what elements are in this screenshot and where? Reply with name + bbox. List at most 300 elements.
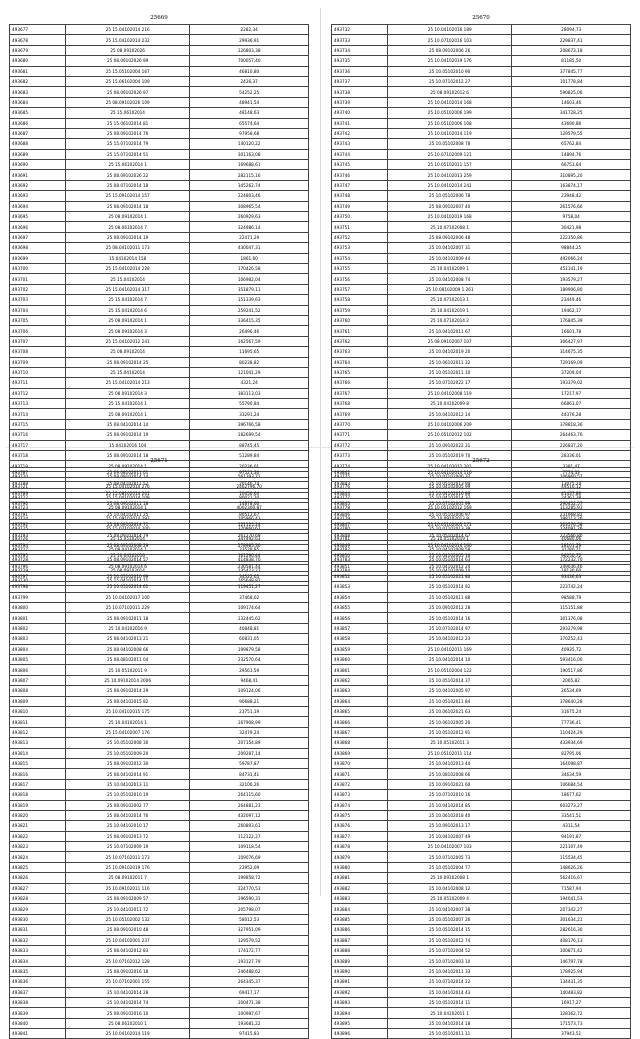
amount-cell: 4002300,87	[190, 502, 309, 512]
row-id-cell: 493767	[332, 388, 388, 398]
amount-cell: 84731,41	[190, 769, 309, 779]
amount-cell: 19130,60	[512, 565, 631, 575]
reference-cell: 25 08.04102011 173	[66, 243, 190, 253]
table-row	[10, 790, 309, 800]
reference-cell: 25 08.09102014 18	[66, 201, 190, 211]
table-row	[332, 790, 631, 800]
reference-cell: 25 10.04102013 44	[388, 758, 512, 768]
reference-cell: 25 15.05102004 167	[66, 66, 190, 76]
amount-cell: 124091,26	[512, 523, 631, 533]
row-id-cell: 493781	[332, 534, 388, 544]
amount-cell: 151339,63	[190, 295, 309, 305]
row-id-cell: 493762	[332, 336, 388, 346]
table-row	[332, 295, 631, 305]
reference-cell: 25 10.09102008 1	[388, 873, 512, 883]
row-id-cell: 493687	[10, 128, 66, 138]
table-row	[332, 696, 631, 706]
reference-cell: 25 10.04102009 58	[388, 544, 512, 554]
row-id-cell: 493797	[10, 571, 66, 581]
row-id-cell: 493812	[10, 727, 66, 737]
amount-cell: 345262,74	[190, 180, 309, 190]
row-id-cell: 493745	[332, 160, 388, 170]
table-row	[332, 842, 631, 852]
amount-cell: 370860,67	[190, 523, 309, 533]
reference-cell: 25 10.05102005 171	[388, 519, 512, 529]
amount-cell: 729169,09	[512, 357, 631, 367]
table-row	[10, 357, 309, 367]
reference-cell: 25 08.09102014 1	[66, 502, 190, 512]
row-id-cell: 493704	[10, 305, 66, 315]
row-id-cell: 493708	[10, 347, 66, 357]
row-id-cell: 493842	[332, 468, 388, 478]
row-id-cell: 493684	[10, 97, 66, 107]
reference-cell: 25 10.05102010 90	[388, 66, 512, 76]
amount-cell: 134431,35	[512, 977, 631, 987]
row-id-cell: 493879	[332, 852, 388, 862]
reference-cell: 25 10.04102016 89	[388, 488, 512, 498]
row-id-cell: 493862	[332, 675, 388, 685]
reference-cell: 25 10.04102016 189	[388, 25, 512, 35]
reference-cell: 25 10.04102007 38	[388, 904, 512, 914]
row-id-cell: 493721	[10, 482, 66, 492]
row-id-cell: 493893	[332, 997, 388, 1007]
reference-cell: 25 10.09102013 17	[388, 821, 512, 831]
table-row	[332, 378, 631, 388]
reference-cell: 25 10.05102008 30	[66, 738, 190, 748]
row-id-cell: 493895	[332, 1018, 388, 1028]
amount-cell: 34522,65	[190, 571, 309, 581]
row-id-cell: 493729	[10, 565, 66, 575]
table-row	[332, 180, 631, 190]
reference-cell: 25 08.08102011 04	[66, 655, 190, 665]
row-id-cell: 493819	[10, 800, 66, 810]
reference-cell: 25 10.04102019 176	[388, 56, 512, 66]
amount-cell: 106960,57	[512, 471, 631, 481]
amount-cell: 310895,20	[512, 170, 631, 180]
row-id-cell: 493855	[332, 603, 388, 613]
table-row	[10, 440, 309, 450]
table-row	[332, 987, 631, 997]
row-id-cell: 493858	[332, 634, 388, 644]
reference-cell: 25 10.04102016 9	[66, 623, 190, 633]
reference-cell: 25 10.04102011 33	[388, 966, 512, 976]
row-id-cell: 493854	[332, 592, 388, 602]
reference-cell: 25 08.04102015 82	[66, 696, 190, 706]
table-row	[10, 1029, 309, 1039]
row-id-cell: 493746	[332, 170, 388, 180]
table-row	[332, 925, 631, 935]
table-row	[10, 530, 309, 540]
amount-cell: 19462,17	[512, 305, 631, 315]
amount-cell: 174172,77	[190, 945, 309, 955]
amount-cell: 100987,67	[190, 1008, 309, 1018]
row-id-cell: 493782	[332, 544, 388, 554]
amount-cell: 260893,61	[190, 821, 309, 831]
row-id-cell: 493800	[10, 603, 66, 613]
table-row	[332, 904, 631, 914]
table-row	[10, 326, 309, 336]
table-row	[10, 478, 309, 488]
reference-cell: 25 10.05102006 108	[388, 118, 512, 128]
amount-cell: 82795,06	[512, 748, 631, 758]
row-id-cell: 493844	[332, 488, 388, 498]
row-id-cell: 493733	[332, 35, 388, 45]
amount-cell: 30421,98	[512, 222, 631, 232]
reference-cell: 25 15.04102014 232	[66, 35, 190, 45]
row-id-cell: 493748	[332, 191, 388, 201]
amount-cell: 129579,55	[512, 128, 631, 138]
row-id-cell: 493832	[10, 935, 66, 945]
row-id-cell: 493772	[332, 440, 388, 450]
table-row	[332, 468, 631, 478]
reference-cell: 25 10.07102010 16	[388, 790, 512, 800]
page-25671	[9, 455, 309, 1037]
row-id-cell: 493815	[10, 758, 66, 768]
table-row	[332, 97, 631, 107]
reference-cell: 25 08.09102014 1	[66, 461, 190, 471]
row-id-cell: 493706	[10, 326, 66, 336]
amount-cell: 51289,84	[190, 451, 309, 461]
amount-cell: 430047,31	[190, 243, 309, 253]
row-id-cell: 493739	[332, 97, 388, 107]
amount-cell: 115534,45	[512, 852, 631, 862]
amount-cell: 109118,54	[190, 842, 309, 852]
amount-cell: 2065,82	[512, 675, 631, 685]
table-row	[10, 519, 309, 529]
reference-cell: 25 15.04102014 228	[66, 263, 190, 273]
reference-cell: 25 10.04102012 14	[388, 409, 512, 419]
row-id-cell: 493724	[10, 513, 66, 523]
amount-cell: 324986,14	[190, 222, 309, 232]
amount-cell: 383113,03	[190, 388, 309, 398]
amount-cell: 33291,24	[190, 409, 309, 419]
reference-cell: 25 10.04102014 28	[66, 987, 190, 997]
amount-cell: 433934,69	[512, 738, 631, 748]
row-id-cell: 493833	[10, 945, 66, 955]
row-id-cell: 493822	[10, 831, 66, 841]
table-row	[332, 665, 631, 675]
row-id-cell: 493751	[332, 222, 388, 232]
reference-cell: 25 10.04102010 17	[66, 821, 190, 831]
row-id-cell: 493874	[332, 800, 388, 810]
row-id-cell: 493845	[332, 499, 388, 509]
row-id-cell: 493886	[332, 925, 388, 935]
table-row	[10, 540, 309, 550]
row-id-cell: 493795	[10, 551, 66, 561]
row-id-cell: 493712	[10, 388, 66, 398]
reference-cell: 25 15.05102014	[66, 534, 190, 544]
table-row	[332, 997, 631, 1007]
amount-cell: 40935,72	[512, 644, 631, 654]
amount-cell: 259241,52	[190, 305, 309, 315]
reference-cell: 25 08.09102014	[66, 565, 190, 575]
reference-cell: 25 08.07102014 18	[66, 180, 190, 190]
reference-cell: 25 10.04102008 119	[388, 388, 512, 398]
table-row	[332, 738, 631, 748]
amount-cell: 562416,67	[512, 873, 631, 883]
row-id-cell: 493716	[10, 430, 66, 440]
reference-cell: 25 15.07102014 51	[66, 149, 190, 159]
amount-cell: 29936,91	[190, 35, 309, 45]
amount-cell: 16917,27	[512, 997, 631, 1007]
reference-cell: 25 10.05102006 78	[388, 191, 512, 201]
reference-cell: 25 15.09102014 297	[66, 513, 190, 523]
row-id-cell: 493867	[332, 727, 388, 737]
reference-cell: 25 10.04102017 100	[66, 592, 190, 602]
table-row	[10, 727, 309, 737]
reference-cell: 25 10.05102011 88	[388, 592, 512, 602]
row-id-cell: 493865	[332, 706, 388, 716]
amount-cell: 23449,46	[512, 295, 631, 305]
amount-cell: 71587,94	[512, 883, 631, 893]
table-row	[10, 655, 309, 665]
page-title: 25672	[472, 458, 490, 464]
amount-cell: 81185,50	[512, 56, 631, 66]
amount-cell: 590825,06	[512, 87, 631, 97]
row-id-cell: 493691	[10, 170, 66, 180]
table-row	[10, 644, 309, 654]
amount-cell: 282616,30	[512, 925, 631, 935]
amount-cell: 20146,74	[190, 478, 309, 488]
reference-cell: 25 08.04102011 52	[66, 478, 190, 488]
reference-cell: 25 10.05102014 92	[388, 582, 512, 592]
row-id-cell: 493861	[332, 665, 388, 675]
reference-cell: 25 10.05102019 70	[388, 451, 512, 461]
reference-cell: 25 10.07102012 27	[388, 76, 512, 86]
row-id-cell: 493805	[10, 655, 66, 665]
amount-cell: 41437,86	[512, 488, 631, 498]
table-row	[10, 800, 309, 810]
row-id-cell: 493836	[10, 977, 66, 987]
table-row	[332, 862, 631, 872]
table-row	[332, 367, 631, 377]
reference-cell: 25 08.09102014 25	[66, 357, 190, 367]
amount-cell: 103576,58	[512, 519, 631, 529]
amount-cell: 14603,46	[512, 97, 631, 107]
reference-cell: 25 10.09102012 9	[388, 513, 512, 523]
reference-cell: 25 10.05102002 132	[66, 914, 190, 924]
amount-cell: 24361,38	[512, 492, 631, 502]
amount-cell: 66863,07	[512, 399, 631, 409]
amount-cell: 101778,84	[512, 76, 631, 86]
table-row	[10, 665, 309, 675]
table-row	[10, 613, 309, 623]
table-row	[10, 592, 309, 602]
table-row	[10, 347, 309, 357]
reference-cell: 25 08.09102014 1	[66, 315, 190, 325]
reference-cell: 25 08.09102009 57	[66, 894, 190, 904]
row-id-cell: 493841	[10, 1029, 66, 1039]
amount-cell: 97415,83	[190, 1029, 309, 1039]
amount-cell: 314675,35	[512, 347, 631, 357]
table-row	[10, 180, 309, 190]
table-row	[10, 284, 309, 294]
amount-cell: 222350,86	[512, 232, 631, 242]
amount-cell: 193379,02	[512, 378, 631, 388]
amount-cell: 176845,39	[512, 315, 631, 325]
table-row	[10, 128, 309, 138]
reference-cell: 25 10.04102014 160	[388, 540, 512, 550]
amount-cell: 193579,27	[512, 274, 631, 284]
reference-cell: 25 10.07102013 39	[388, 523, 512, 533]
reference-cell: 25 08.09102026 22	[66, 170, 190, 180]
table-row	[332, 675, 631, 685]
table-row	[10, 842, 309, 852]
reference-cell: 25 15.04102014 1	[66, 399, 190, 409]
amount-cell: 94191,87	[512, 831, 631, 841]
table-row	[10, 76, 309, 86]
row-id-cell: 493821	[10, 821, 66, 831]
reference-cell: 25 10.04102012 201	[388, 461, 512, 471]
amount-cell: 97958,68	[190, 128, 309, 138]
row-id-cell: 493866	[332, 717, 388, 727]
reference-cell: 25 08.09102014 3	[66, 388, 190, 398]
table-row	[10, 696, 309, 706]
reference-cell: 25 10.04102011 169	[388, 644, 512, 654]
amount-cell: 378818,36	[512, 419, 631, 429]
row-id-cell: 493838	[10, 997, 66, 1007]
amount-cell: 58012,53	[190, 914, 309, 924]
row-id-cell: 493825	[10, 862, 66, 872]
amount-cell: 162567,59	[190, 336, 309, 346]
table-row	[332, 326, 631, 336]
reference-cell: 25 10.07102009 121	[388, 149, 512, 159]
amount-cell: 165648,82	[190, 575, 309, 585]
row-id-cell: 493700	[10, 263, 66, 273]
row-id-cell: 493683	[10, 87, 66, 97]
amount-cell: 148626,26	[512, 862, 631, 872]
table-row	[332, 977, 631, 987]
reference-cell: 25 08.09102026 97	[66, 87, 190, 97]
reference-cell: 25 10.04102007 31	[388, 243, 512, 253]
row-id-cell: 493699	[10, 253, 66, 263]
table-row	[10, 45, 309, 55]
table-row	[332, 966, 631, 976]
table-row	[10, 430, 309, 440]
amount-cell: 193681,22	[190, 1018, 309, 1028]
row-id-cell: 493814	[10, 748, 66, 758]
reference-cell: 25 10.04102009 10	[388, 565, 512, 575]
row-id-cell: 493758	[332, 295, 388, 305]
reference-cell: 25 10.04102014 119	[66, 1029, 190, 1039]
table-row	[332, 440, 631, 450]
reference-cell: 25 10.09102022 31	[388, 440, 512, 450]
amount-cell: 48941,54	[190, 97, 309, 107]
reference-cell: 25 08.06102014 7	[66, 222, 190, 232]
table-row	[10, 977, 309, 987]
page-25672	[331, 455, 631, 1037]
reference-cell: 25 10.04102008 12	[388, 883, 512, 893]
reference-cell: 25 08.09102012 6	[388, 87, 512, 97]
reference-cell: 25 10.04102019 20	[388, 347, 512, 357]
table-row	[10, 810, 309, 820]
table-row	[10, 571, 309, 581]
table-row	[10, 305, 309, 315]
row-id-cell: 493887	[332, 935, 388, 945]
row-id-cell: 493877	[332, 831, 388, 841]
row-id-cell: 493880	[332, 862, 388, 872]
row-id-cell: 493813	[10, 738, 66, 748]
reference-cell: 25 15.08102014 201	[66, 488, 190, 498]
row-id-cell: 493743	[332, 139, 388, 149]
row-id-cell: 493697	[10, 232, 66, 242]
amount-cell: 7774,33	[512, 468, 631, 478]
amount-cell: 223742,24	[512, 582, 631, 592]
row-id-cell: 493722	[10, 492, 66, 502]
amount-cell: 14894,76	[512, 149, 631, 159]
amount-cell: 105966,43	[190, 513, 309, 523]
reference-cell: 25 10.04102014 241	[388, 180, 512, 190]
reference-cell: 25 08.04102014 14	[66, 419, 190, 429]
table-row	[332, 956, 631, 966]
table-row	[332, 222, 631, 232]
table-row	[332, 1029, 631, 1039]
table-row	[332, 66, 631, 76]
reference-cell: 25 10.05102014 16	[388, 613, 512, 623]
reference-cell: 25 15.04102014 6	[66, 305, 190, 315]
table-row	[10, 388, 309, 398]
amount-cell: 80021,20	[190, 492, 309, 502]
reference-cell: 25 08.09102014 29	[66, 686, 190, 696]
amount-cell: 190517,86	[512, 665, 631, 675]
amount-cell: 29561,59	[190, 665, 309, 675]
amount-cell: 40680,06	[512, 534, 631, 544]
reference-cell: 25 10.05102004 77	[388, 862, 512, 872]
reference-cell: 25 10.05102010 19	[66, 790, 190, 800]
row-id-cell: 493769	[332, 409, 388, 419]
row-id-cell: 493775	[332, 471, 388, 481]
row-id-cell: 493763	[332, 347, 388, 357]
table-row	[10, 87, 309, 97]
reference-cell: 25 08.09102026	[66, 45, 190, 55]
reference-cell: 25 15.04102014 108	[66, 492, 190, 502]
row-id-cell: 493793	[10, 530, 66, 540]
amount-cell: 23952,09	[190, 862, 309, 872]
amount-cell: 223566,80	[512, 530, 631, 540]
reference-cell: 25 10.04102001 237	[66, 935, 190, 945]
row-id-cell: 493885	[332, 914, 388, 924]
row-id-cell: 493828	[10, 894, 66, 904]
row-id-cell: 493780	[332, 523, 388, 533]
reference-cell: 25 10.04102009 44	[388, 253, 512, 263]
amount-cell: 226837,20	[512, 440, 631, 450]
reference-cell: 25 10.05102011 11	[388, 1029, 512, 1039]
table-row	[10, 758, 309, 768]
reference-cell: 25 15.04102012 241	[66, 336, 190, 346]
amount-cell: 370252,43	[512, 634, 631, 644]
row-id-cell: 493690	[10, 160, 66, 170]
table-row	[10, 170, 309, 180]
table-row	[332, 478, 631, 488]
row-id-cell: 493801	[10, 613, 66, 623]
table-row	[332, 274, 631, 284]
reference-cell: 25 10.05102011 3	[388, 738, 512, 748]
reference-cell: 25 10.04102015 175	[66, 706, 190, 716]
reference-cell: 25 10.05102006 97	[388, 509, 512, 519]
table-row	[332, 191, 631, 201]
table-row	[332, 357, 631, 367]
amount-cell: 2462796,70	[190, 482, 309, 492]
table-row	[332, 769, 631, 779]
amount-cell: 22471,29	[190, 232, 309, 242]
table-row	[332, 232, 631, 242]
reference-cell: 25 10.07102001 155	[66, 977, 190, 987]
reference-cell: 25 10.05102014 37	[388, 675, 512, 685]
row-id-cell: 493831	[10, 925, 66, 935]
row-id-cell: 493771	[332, 430, 388, 440]
amount-cell: 308965,54	[190, 201, 309, 211]
row-id-cell: 493883	[332, 894, 388, 904]
